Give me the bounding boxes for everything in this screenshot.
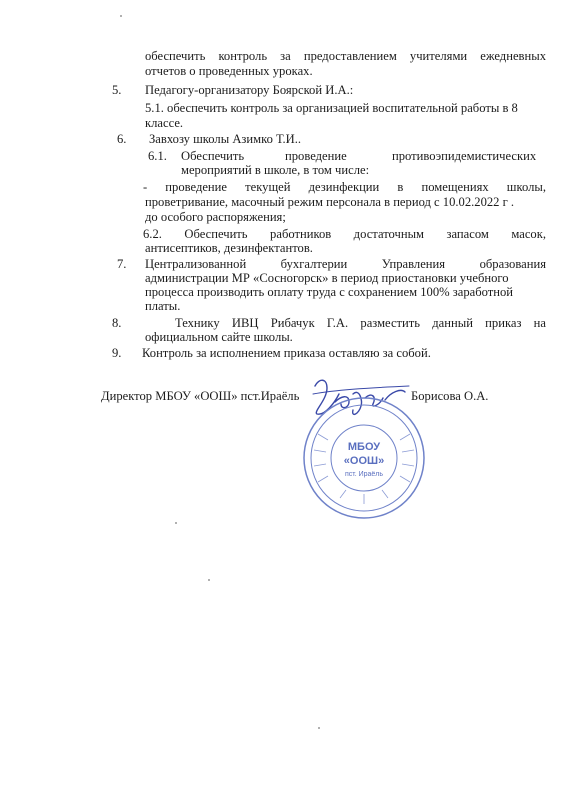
item6-sub1-number: 6.1. [148, 149, 167, 163]
stamp-line2: «ООШ» [343, 455, 385, 467]
item4-line2: отчетов о проведенных уроках. [145, 64, 313, 78]
item6-dash-line2: проветривание, масочный режим персонала в период с 10.02.2022 г . [145, 195, 515, 209]
item6-sub1-word2: проведение [285, 149, 347, 163]
item8-line1: Технику ИВЦ Рибачук Г.А. разместить данный приказ на [175, 316, 546, 330]
stamp-line1: МБОУ [347, 441, 381, 453]
item8-number: 8. [112, 316, 122, 330]
item5-sub-line1: 5.1. обеспечить контроль за организацией воспитательной работы в 8 [145, 101, 518, 115]
item7-line3: процесса производить оплату труда с сохранением 100% заработной [145, 285, 514, 299]
item6-sub1-line2: мероприятий в школе, в том числе: [181, 163, 370, 177]
item6-dash-line3: до особого распоряжения; [145, 210, 286, 224]
item6-sub2-line1: 6.2. Обеспечить работников достаточным запасом масок, [143, 227, 546, 241]
item6-dash-line1: - проведение текущей дезинфекции в помещениях школы, [143, 180, 546, 194]
scan-speck [120, 15, 122, 17]
item5-title: Педагогу-организатору Боярской И.А.: [145, 83, 354, 97]
item9-text: Контроль за исполнением приказа оставляю за собой. [142, 346, 431, 360]
item7-line1: Централизованной бухгалтерии Управления образования [145, 257, 546, 271]
item6-sub1-word1: Обеспечить [181, 149, 245, 163]
item7-line4: платы. [145, 299, 181, 313]
item6-sub2-line2: антисептиков, дезинфектантов. [145, 241, 313, 255]
item4-line1: обеспечить контроль за предоставлением учителями ежедневных [145, 49, 546, 63]
item6-sub1-word3: противоэпидемистических [392, 149, 537, 163]
scan-speck [318, 727, 320, 729]
item5-sub-line2: классе. [145, 116, 184, 130]
item5-number: 5. [112, 83, 122, 97]
item6-title: Завхозу школы Азимко Т.И.. [149, 132, 301, 146]
scan-speck [208, 579, 210, 581]
school-stamp [300, 394, 428, 522]
item9-number: 9. [112, 346, 122, 360]
scan-speck [175, 522, 177, 524]
director-position: Директор МБОУ «ООШ» пст.Ираёль [101, 389, 300, 403]
stamp-line3: пст. Ираёль [344, 471, 384, 478]
item7-number: 7. [117, 257, 127, 271]
item8-line2: официальном сайте школы. [145, 330, 293, 344]
director-name: Борисова О.А. [411, 389, 489, 403]
item7-line2: администрации МР «Сосногорск» в период приостановки учебного [145, 271, 509, 285]
item6-number: 6. [117, 132, 127, 146]
